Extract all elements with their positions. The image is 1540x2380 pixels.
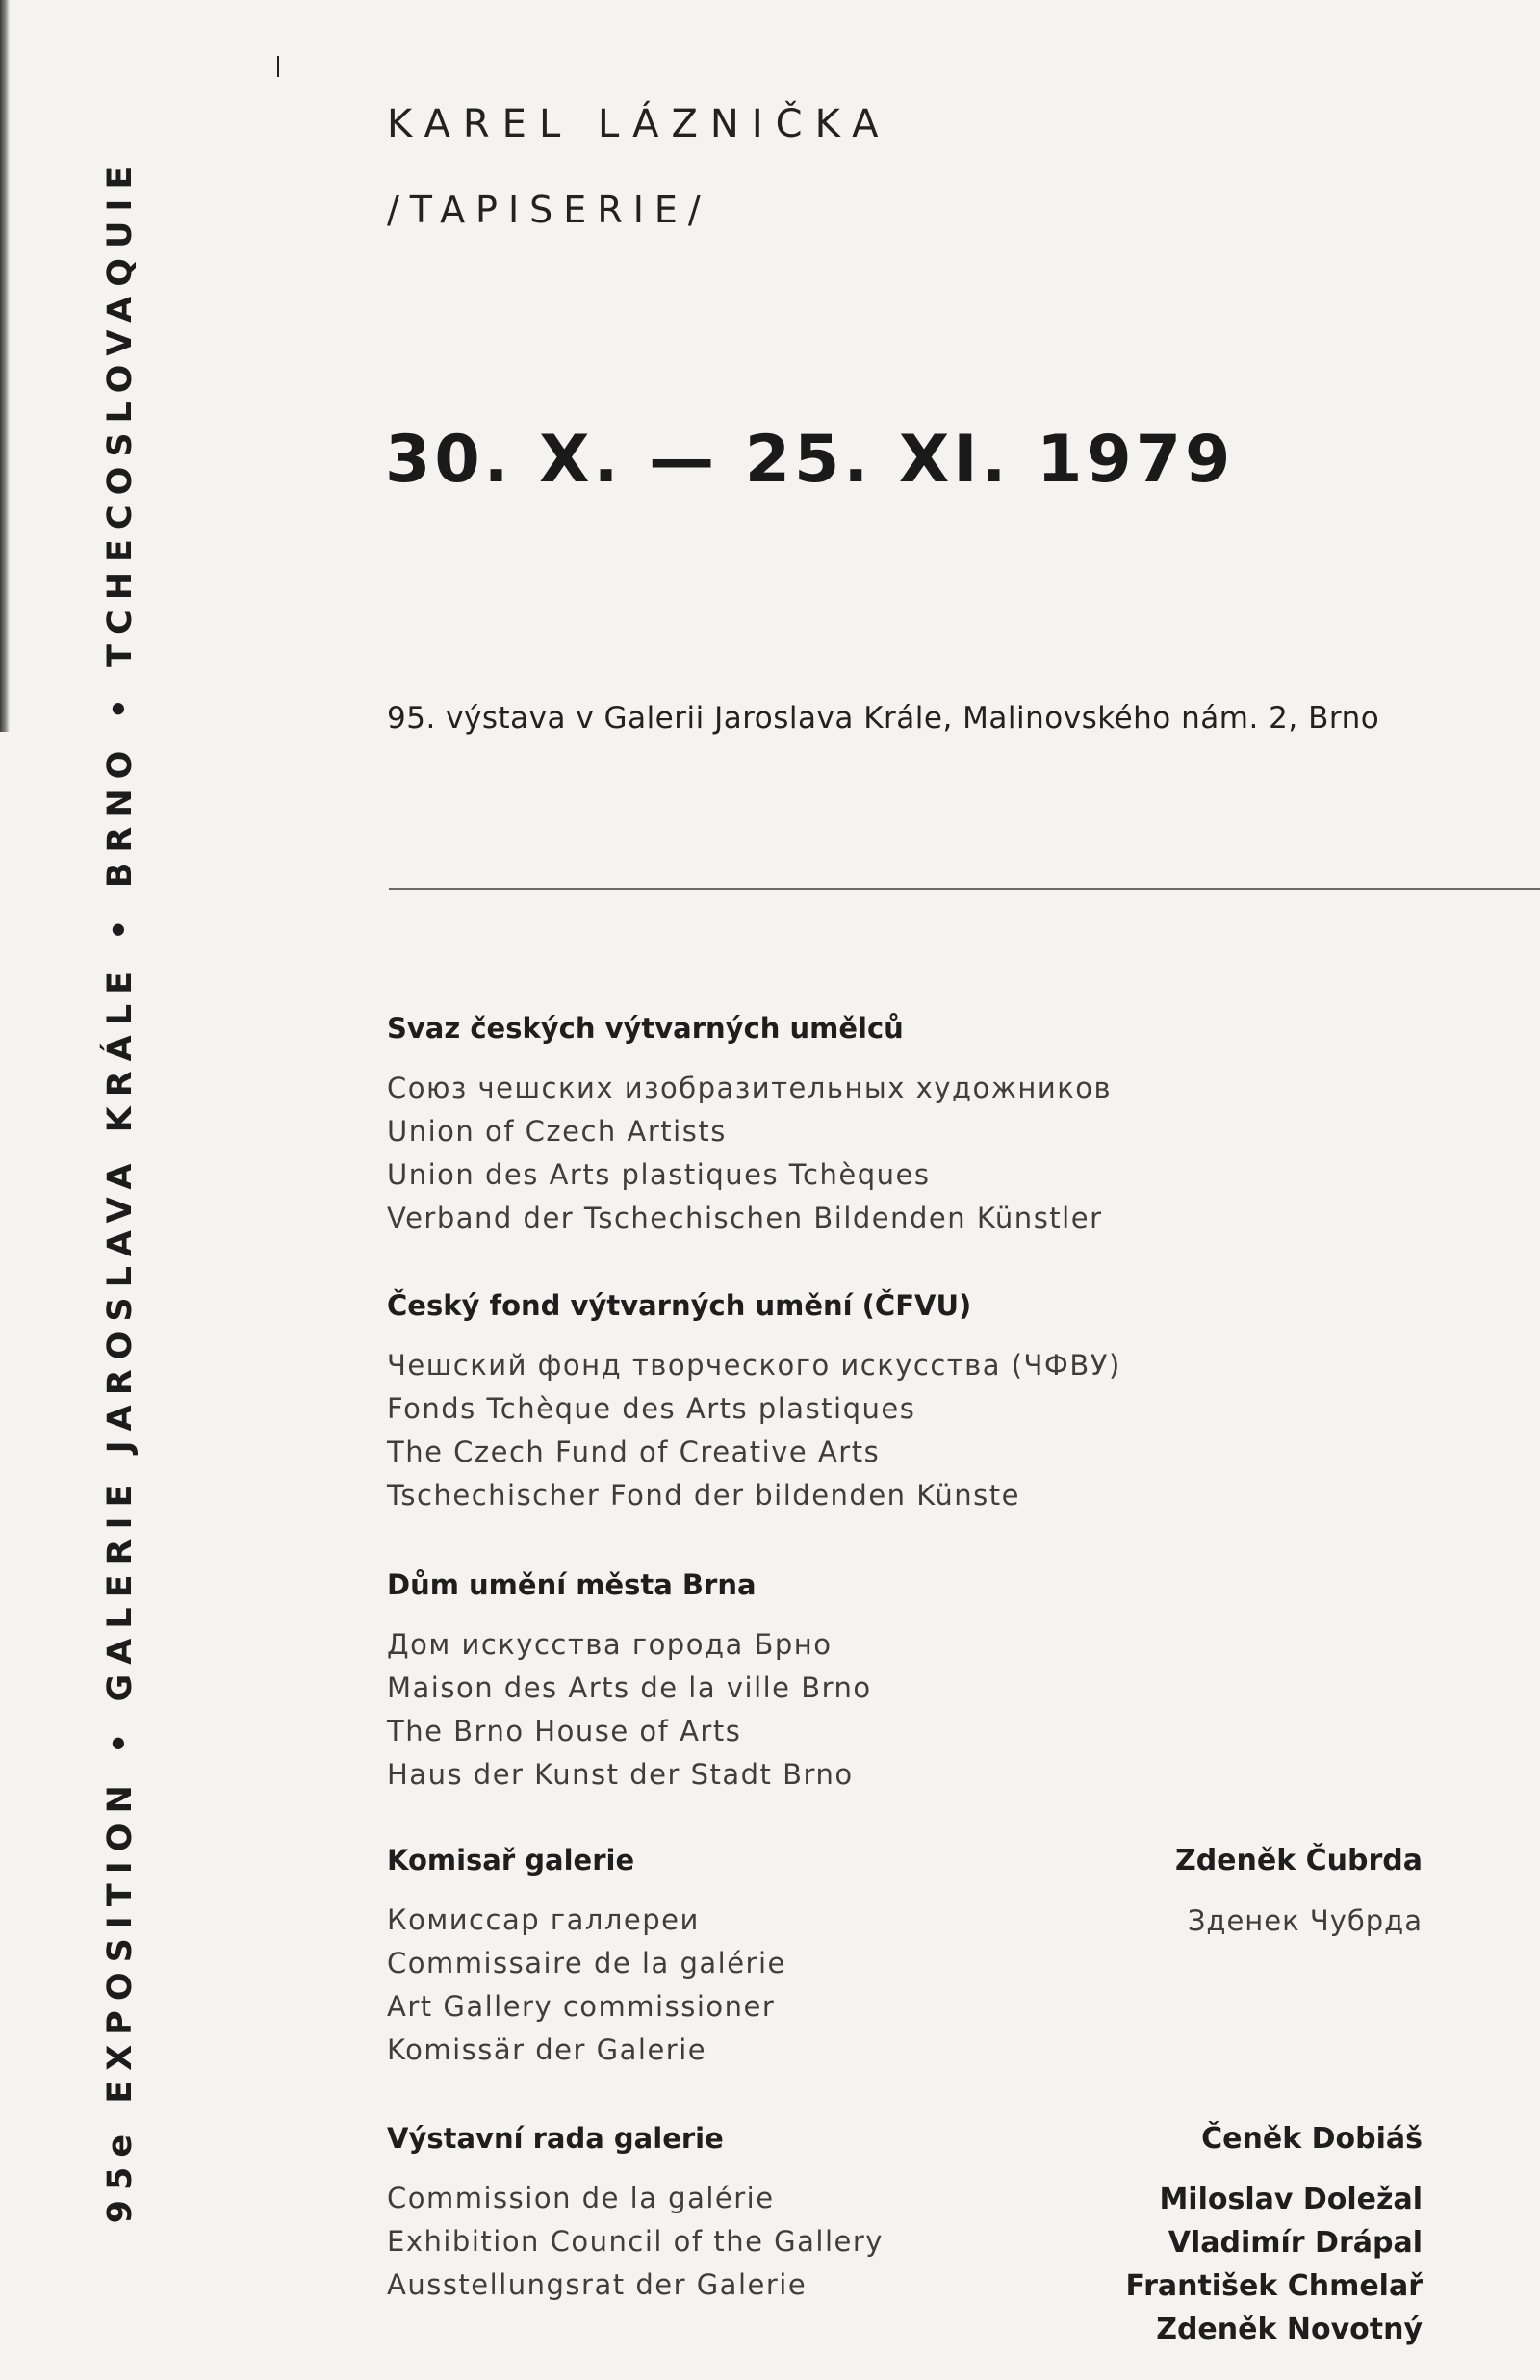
section-house-of-arts [387, 1564, 1423, 1797]
translation-line: Чешский фонд творческого искусства (ЧФВУ) [387, 1349, 1121, 1382]
commissioner-name-russian: Зденек Чубрда [1187, 1904, 1423, 1937]
section-art-fund [387, 1284, 1423, 1517]
translation-line: Комиссар галлереи [387, 1903, 700, 1936]
divider-line [389, 888, 1540, 890]
translation-line: Tschechischer Fond der bildenden Künste [387, 1479, 1020, 1512]
section-heading: Výstavní rada galerie [387, 2122, 724, 2155]
translation-line: The Czech Fund of Creative Arts [387, 1436, 881, 1468]
translation-line: Exhibition Council of the Gallery [387, 2225, 884, 2258]
translation-line: The Brno House of Arts [387, 1715, 742, 1747]
section-artists-union [387, 1007, 1423, 1240]
translation-line: Haus der Kunst der Stadt Brno [387, 1758, 854, 1791]
council-member: Miloslav Doležal [1159, 2183, 1423, 2216]
translation-line: Ausstellungsrat der Galerie [387, 2268, 808, 2301]
translation-line: Union of Czech Artists [387, 1115, 727, 1148]
section-heading: Dům umění města Brna [387, 1568, 757, 1601]
section-gallery-commissioner [387, 1839, 1423, 2072]
venue-line: 95. výstava v Galerii Jaroslava Krále, Malinovského nám. 2, Brno [387, 701, 1380, 736]
council-member: Vladimír Drápal [1168, 2226, 1423, 2260]
commissioner-name: Zdeněk Čubrda [1174, 1844, 1423, 1877]
council-names [1126, 2117, 1424, 2351]
translation-line: Fonds Tchèque des Arts plastiques [387, 1392, 916, 1425]
exhibition-dates: 30. X. — 25. XI. 1979 [385, 422, 1235, 498]
council-member: Zdeněk Novotný [1156, 2313, 1423, 2346]
exhibition-subtitle: /TAPISERIE/ [387, 189, 711, 231]
council-chair: Čeněk Dobiáš [1201, 2122, 1423, 2156]
translation-line: Art Gallery commissioner [387, 1990, 776, 2023]
translation-line: Commissaire de la galérie [387, 1947, 786, 1979]
translation-line: Commission de la galérie [387, 2182, 775, 2214]
section-heading: Český fond výtvarných umění (ČFVU) [387, 1289, 972, 1322]
section-exhibition-council [387, 2117, 1423, 2346]
translation-line: Komissär der Galerie [387, 2033, 707, 2066]
section-heading: Komisař galerie [387, 1844, 635, 1876]
translation-line: Дом искусства города Брно [387, 1628, 833, 1661]
translation-line: Maison des Arts de la ville Brno [387, 1671, 872, 1704]
commissioner-names [1175, 1839, 1423, 1943]
translation-line: Союз чешских изобразительных художников [387, 1072, 1113, 1104]
section-heading: Svaz českých výtvarných umělců [387, 1012, 904, 1045]
artist-name: KAREL LÁZNIČKA [387, 102, 891, 146]
translation-line: Union des Arts plastiques Tchèques [387, 1158, 931, 1191]
council-member: František Chmelař [1125, 2269, 1423, 2303]
crop-mark [277, 56, 279, 77]
page-edge-shadow [0, 0, 10, 732]
translation-line: Verband der Tschechischen Bildenden Künstler [387, 1202, 1103, 1234]
vertical-banner: 95e EXPOSITION • GALERIE JAROSLAVA KRÁLE • BRNO • TCHECOSLOVAQUIE [101, 156, 140, 2224]
